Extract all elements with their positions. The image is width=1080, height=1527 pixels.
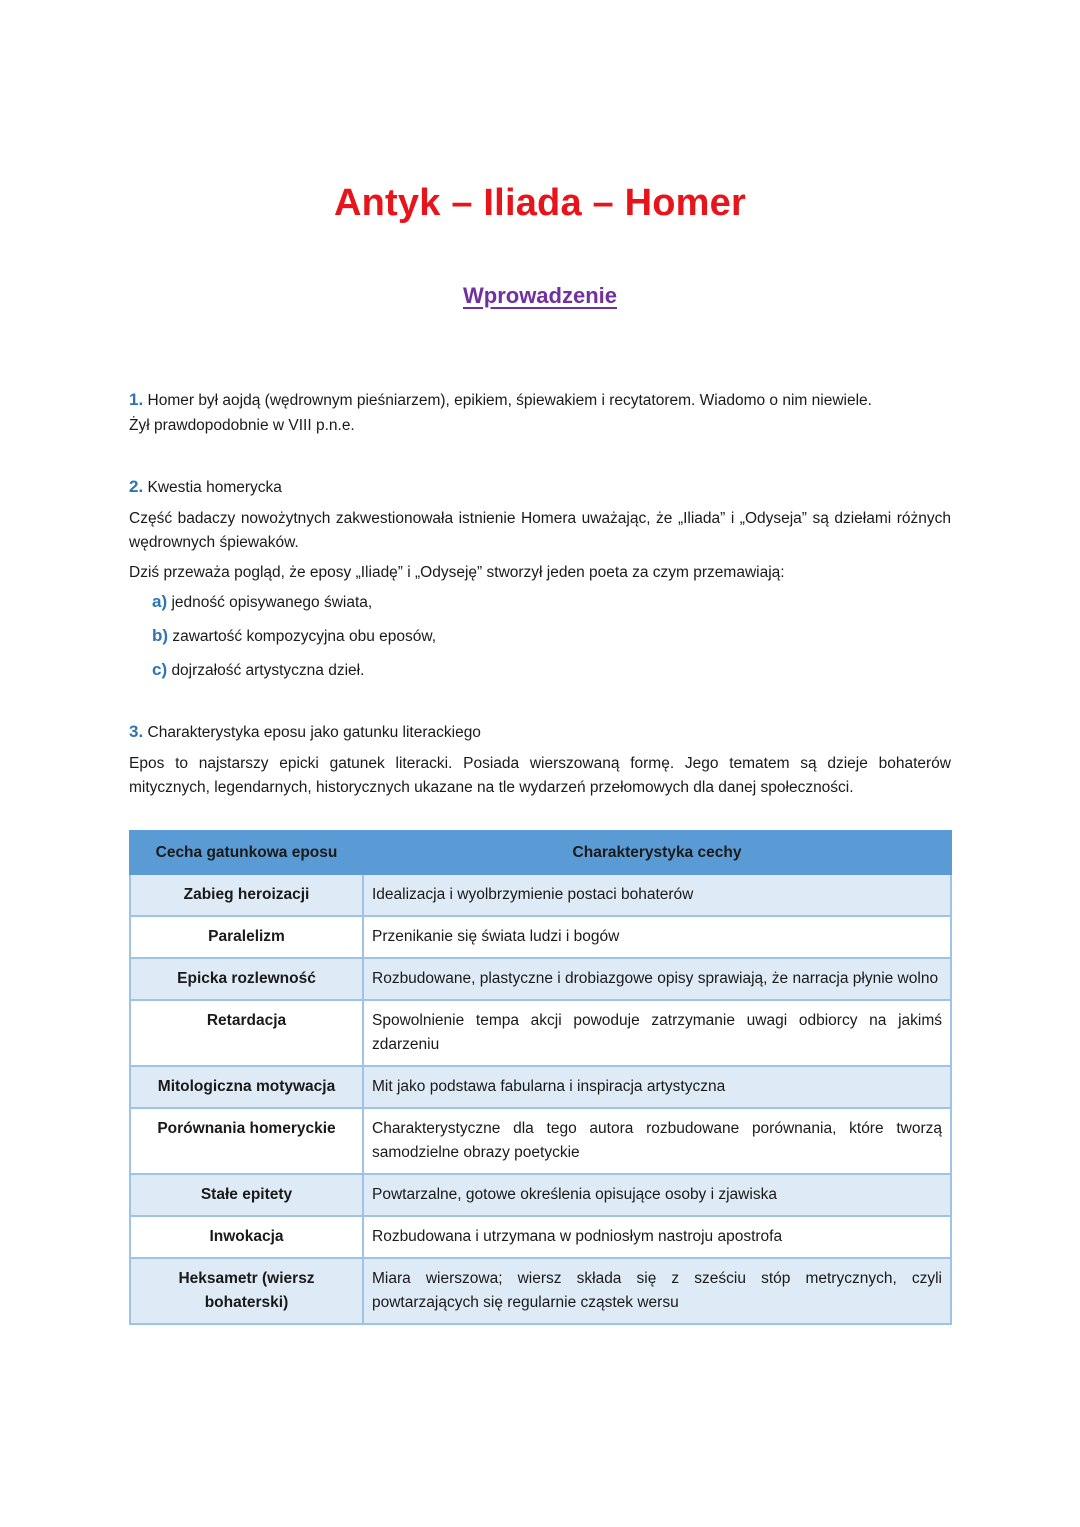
feature-cell: Retardacja xyxy=(130,1000,363,1066)
table-header-description: Charakterystyka cechy xyxy=(363,831,951,874)
table-row xyxy=(130,1216,951,1258)
section-1 xyxy=(129,388,951,438)
description-cell: Rozbudowana i utrzymana w podniosłym nastroju apostrofa xyxy=(363,1216,951,1258)
description-cell: Rozbudowane, plastyczne i drobiazgowe opisy sprawiają, że narracja płynie wolno xyxy=(363,958,951,1000)
section-2-heading: 2. Kwestia homerycka xyxy=(129,477,282,496)
section-1-number: 1. xyxy=(129,390,144,409)
section-3 xyxy=(129,720,951,801)
section-2-number: 2. xyxy=(129,477,144,496)
description-cell: Przenikanie się świata ludzi i bogów xyxy=(363,916,951,958)
feature-cell: Mitologiczna motywacja xyxy=(130,1066,363,1108)
section-2-paragraph-1: Część badaczy nowożytnych zakwestionowała istnienie Homera uważając, że „Iliada” i „Odyseja” są dziełami różnych wędrownych śpiewaków. xyxy=(129,509,951,551)
description-cell: Powtarzalne, gotowe określenia opisujące osoby i zjawiska xyxy=(363,1174,951,1216)
description-cell: Mit jako podstawa fabularna i inspiracja artystyczna xyxy=(363,1066,951,1108)
feature-cell: Epicka rozlewność xyxy=(130,958,363,1000)
page-subtitle xyxy=(0,283,1080,309)
section-2 xyxy=(129,475,951,585)
feature-cell: Heksametr (wiersz bohaterski) xyxy=(130,1258,363,1324)
description-cell: Miara wierszowa; wiersz składa się z sześciu stóp metrycznych, czyli powtarzających się regularnie cząstek wersu xyxy=(363,1258,951,1324)
page-title: Antyk – Iliada – Homer xyxy=(334,182,746,224)
section-1-line-2: Żył prawdopodobnie w VIII p.n.e. xyxy=(129,416,355,434)
description-cell: Spowolnienie tempa akcji powoduje zatrzymanie uwagi odbiorcy na jakimś zdarzeniu xyxy=(363,1000,951,1066)
feature-cell: Zabieg heroizacji xyxy=(130,874,363,916)
table-row xyxy=(130,1174,951,1216)
feature-cell: Porównania homeryckie xyxy=(130,1108,363,1174)
section-3-number: 3. xyxy=(129,722,144,741)
section-1-line-1: 1. Homer był aojdą (wędrownym pieśniarzem), epikiem, śpiewakiem i recytatorem. Wiadomo o nim niewiele. xyxy=(129,390,872,409)
section-2-paragraph-2: Dziś przeważa pogląd, że eposy „Iliadę” i „Odyseję” stworzył jeden poeta za czym przemawiają: xyxy=(129,563,785,581)
feature-cell: Stałe epitety xyxy=(130,1174,363,1216)
list-item-a: a) jedność opisywanego świata, xyxy=(152,592,373,611)
table-header-feature: Cecha gatunkowa eposu xyxy=(130,831,363,874)
description-cell: Charakterystyczne dla tego autora rozbudowane porównania, które tworzą samodzielne obrazy poetyckie xyxy=(363,1108,951,1174)
feature-cell: Inwokacja xyxy=(130,1216,363,1258)
table-row xyxy=(130,874,951,916)
table-row xyxy=(130,916,951,958)
table-row xyxy=(130,1066,951,1108)
table-row xyxy=(130,958,951,1000)
subtitle-text: Wprowadzenie xyxy=(462,283,617,308)
list-item-b: b) zawartość kompozycyjna obu eposów, xyxy=(152,626,436,645)
epos-features-table xyxy=(129,830,952,1325)
table-row xyxy=(130,1258,951,1324)
list-item-c: c) dojrzałość artystyczna dzieł. xyxy=(152,660,365,679)
table-row xyxy=(130,1000,951,1066)
table-row xyxy=(130,1108,951,1174)
feature-cell: Paralelizm xyxy=(130,916,363,958)
description-cell: Idealizacja i wyolbrzymienie postaci bohaterów xyxy=(363,874,951,916)
section-3-heading: 3. Charakterystyka eposu jako gatunku literackiego xyxy=(129,722,481,741)
section-3-paragraph: Epos to najstarszy epicki gatunek literacki. Posiada wierszowaną formę. Jego tematem są dzieje bohaterów mitycznych, legendarnych, historycznych ukazane na tle wydarzeń przełomowych dla danej społeczności. xyxy=(129,754,951,796)
table-header-row xyxy=(130,831,951,874)
